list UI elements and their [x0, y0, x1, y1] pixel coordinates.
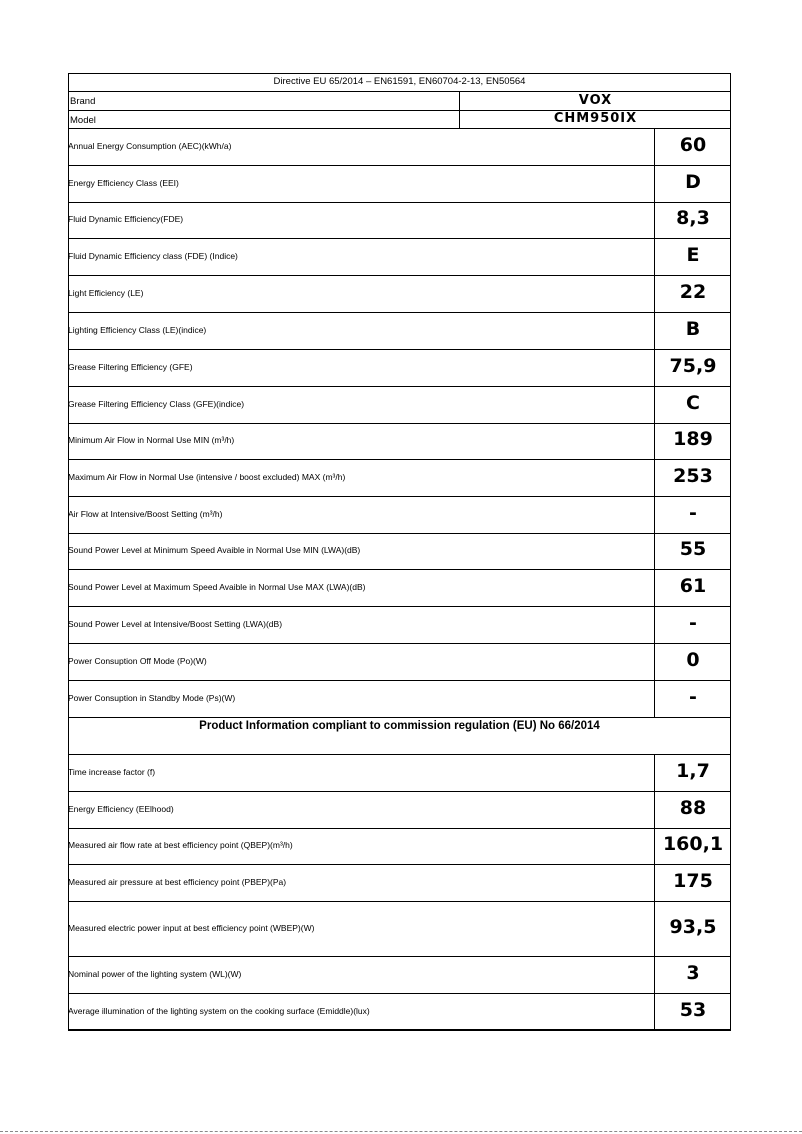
spec-label: Fluid Dynamic Efficiency class (FDE) (Indice): [68, 250, 238, 261]
spec-value: 61: [679, 574, 707, 597]
divider: [68, 569, 731, 570]
divider: [68, 606, 731, 607]
spec-value: -: [689, 685, 697, 708]
spec-label: Grease Filtering Efficiency (GFE): [68, 361, 193, 372]
page-edge-line: [0, 1131, 802, 1132]
divider: [68, 459, 731, 460]
spec-label: Air Flow at Intensive/Boost Setting (m³/h): [68, 508, 223, 519]
spec-value: 60: [679, 133, 707, 156]
divider: [68, 993, 731, 994]
spec-value: D: [685, 170, 701, 193]
spec-value: 175: [673, 869, 713, 892]
divider: [68, 312, 731, 313]
spec-label: Average illumination of the lighting system on the cooking surface (Emiddle)(lux): [68, 1005, 370, 1016]
divider: [654, 864, 655, 901]
divider: [654, 956, 655, 993]
spec-value: C: [686, 391, 700, 414]
divider: [654, 791, 655, 828]
spec-label: Maximum Air Flow in Normal Use (intensive / boost excluded) MAX (m³/h): [68, 471, 346, 482]
divider: [68, 754, 731, 755]
spec-value: 55: [679, 538, 707, 560]
spec-value: B: [685, 317, 701, 340]
spec-value: 160,1: [662, 833, 724, 855]
spec-label: Sound Power Level at Intensive/Boost Setting (LWA)(dB): [68, 618, 283, 629]
divider: [68, 423, 731, 424]
divider: [654, 386, 655, 423]
spec-label: Fluid Dynamic Efficiency(FDE): [68, 214, 184, 224]
divider: [68, 1030, 731, 1031]
spec-label: Sound Power Level at Minimum Speed Avaible in Normal Use MIN (LWA)(dB): [68, 545, 361, 555]
divider: [654, 533, 655, 569]
divider: [68, 717, 731, 718]
divider: [68, 128, 731, 129]
spec-value: 22: [679, 280, 707, 303]
divider: [654, 643, 655, 680]
divider: [459, 91, 460, 128]
spec-label: Light Efficiency (LE): [68, 287, 144, 298]
divider: [654, 349, 655, 386]
spec-value: -: [689, 611, 697, 634]
divider: [68, 165, 731, 166]
spec-label: Energy Efficiency Class (EEI): [68, 177, 179, 188]
spec-label: Minimum Air Flow in Normal Use MIN (m³/h): [68, 435, 235, 445]
divider: [654, 606, 655, 643]
spec-value: 3: [686, 961, 700, 984]
divider: [654, 993, 655, 1030]
spec-label: Nominal power of the lighting system (WL)(W): [68, 968, 242, 979]
divider: [68, 91, 731, 92]
spec-label: Power Consuption Off Mode (Po)(W): [68, 655, 207, 666]
spec-value: 93,5: [669, 915, 717, 938]
divider: [654, 238, 655, 275]
spec-value: 53: [679, 998, 707, 1021]
spec-label: Grease Filtering Efficiency Class (GFE)(indice): [68, 398, 245, 409]
divider: [68, 956, 731, 957]
spec-label: Sound Power Level at Maximum Speed Avaible in Normal Use MAX (LWA)(dB): [68, 581, 366, 592]
divider: [68, 349, 731, 350]
spec-value: 0: [686, 648, 700, 671]
spec-value: 8,3: [676, 207, 710, 229]
divider: [68, 864, 731, 865]
brand-value: VOX: [578, 93, 613, 108]
divider: [654, 680, 655, 717]
divider: [68, 238, 731, 239]
spec-label: Annual Energy Consumption (AEC)(kWh/a): [68, 140, 232, 151]
divider: [68, 680, 731, 681]
divider: [654, 275, 655, 312]
divider: [68, 386, 731, 387]
spec-value: 253: [673, 464, 713, 487]
spec-value: -: [689, 501, 697, 524]
divider: [654, 496, 655, 533]
spec-label: Lighting Efficiency Class (LE)(indice): [68, 324, 207, 335]
model-label: Model: [70, 115, 96, 126]
divider: [68, 791, 731, 792]
directive-header: Directive EU 65/2014 – EN61591, EN60704-2-13, EN50564: [273, 76, 526, 87]
divider: [68, 202, 731, 203]
spec-label: Measured air flow rate at best efficiency point (QBEP)(m³/h): [68, 840, 293, 850]
spec-label: Measured air pressure at best efficiency point (PBEP)(Pa): [68, 876, 287, 887]
divider: [654, 202, 655, 238]
spec-label: Measured electric power input at best efficiency point (WBEP)(W): [68, 922, 315, 933]
divider: [654, 459, 655, 496]
divider: [68, 901, 731, 902]
divider: [654, 901, 655, 956]
divider: [654, 165, 655, 202]
divider: [68, 828, 731, 829]
divider: [68, 533, 731, 534]
divider: [68, 275, 731, 276]
spec-label: Energy Efficiency (EElhood): [68, 803, 174, 814]
spec-value: E: [686, 243, 700, 266]
divider: [68, 643, 731, 644]
divider: [654, 128, 655, 165]
model-value: CHM950IX: [553, 111, 638, 126]
divider: [654, 754, 655, 791]
divider: [654, 312, 655, 349]
spec-value: 75,9: [669, 354, 717, 377]
spec-label: Power Consuption in Standby Mode (Ps)(W): [68, 692, 236, 703]
divider: [654, 423, 655, 459]
divider: [654, 569, 655, 606]
brand-label: Brand: [70, 96, 96, 107]
spec-label: Time increase factor (f): [68, 766, 156, 777]
spec-value: 88: [679, 796, 707, 819]
spec-value: 1,7: [676, 759, 710, 782]
divider: [68, 496, 731, 497]
divider: [654, 828, 655, 864]
spec-value: 189: [673, 428, 713, 450]
section-title: Product Information compliant to commission regulation (EU) No 66/2014: [199, 720, 600, 732]
